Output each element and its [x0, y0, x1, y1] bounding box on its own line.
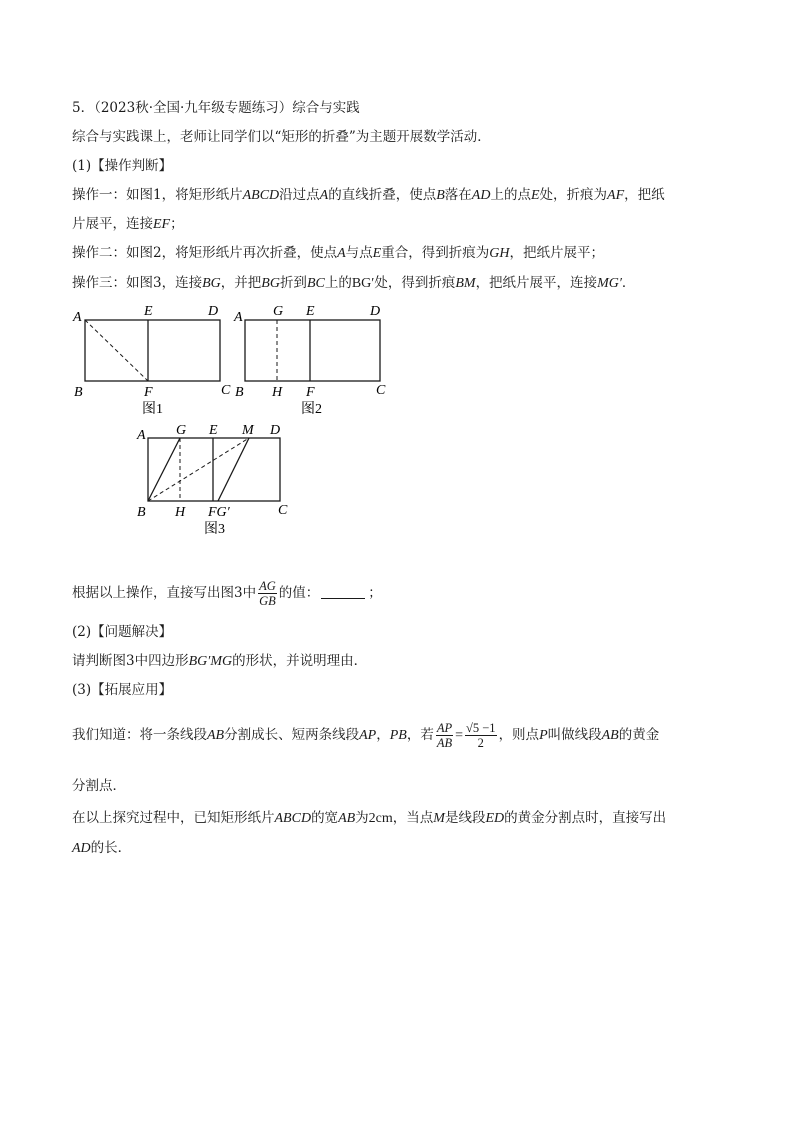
question-1-line: 根据以上操作，直接写出图3中 $\frac{AG}{GB}$ 的值： ；: [72, 579, 382, 608]
part3-definition-line2: 分割点．: [72, 778, 126, 794]
fig3-label-D: D: [270, 423, 281, 438]
fig2-label-A: A: [234, 310, 243, 325]
fig1-label-F: F: [144, 385, 153, 400]
fig1-rectangle: [85, 320, 220, 381]
part2-title: (2)【问题解决】: [72, 624, 173, 640]
fig3-label-M: M: [242, 423, 254, 438]
intro-text: 综合与实践课上，老师让同学们以“矩形的折叠”为主题开展数学活动．: [72, 129, 491, 145]
part1-title: (1)【操作判断】: [72, 158, 173, 174]
part3-definition: 我们知道：将一条线段AB分割成长、短两条线段AP，PB，若 $\frac{AP}{AB}$ = $\frac{√5 -1}{2}$ ，则点P叫做线段AB的黄金: [72, 721, 660, 750]
fraction-AG-over-GB: $\frac{AG}{GB}$: [259, 579, 276, 608]
fig1-label-D: D: [208, 304, 219, 319]
fraction-golden-ratio: $\frac{√5 -1}{2}$: [466, 721, 496, 750]
figure-3: [130, 420, 300, 545]
fig1-fold-AF: [85, 320, 148, 381]
fig2-rectangle: [245, 320, 380, 381]
problem-number: 5．: [72, 100, 95, 116]
fig2-label-B: B: [235, 385, 244, 400]
fig3-label-G: G: [176, 423, 187, 438]
fig2-caption: 图2: [301, 402, 322, 417]
fig3-label-H: H: [175, 505, 186, 520]
fig3-label-FGp: FG′: [208, 505, 230, 520]
part3-question: 在以上探究过程中，已知矩形纸片ABCD的宽AB为2cm，当点M是线段ED的黄金分割点时，直接写出: [72, 810, 667, 826]
part2-question: 请判断图3中四边形BG′MG的形状，并说明理由．: [72, 653, 368, 669]
operation-2: 操作二：如图2，将矩形纸片再次折叠，使点A与点E重合，得到折痕为GH，把纸片展平；: [72, 245, 604, 261]
fig3-label-B: B: [137, 505, 146, 520]
figure-2: [230, 300, 400, 420]
fig2-label-F: F: [306, 385, 315, 400]
answer-blank: [321, 597, 365, 599]
fig3-label-C: C: [278, 503, 288, 518]
fig1-label-E: E: [144, 304, 153, 319]
problem-header: [72, 99, 360, 117]
operation-1: 操作一：如图1，将矩形纸片ABCD沿过点A的直线折叠，使点B落在AD上的点E处，折痕为AF，把纸: [72, 187, 665, 203]
fig2-label-G: G: [273, 304, 284, 319]
operation-1-line2: 片展平，连接EF；: [72, 216, 184, 232]
fig3-label-E: E: [209, 423, 218, 438]
fig1-label-C: C: [221, 383, 231, 398]
fig2-label-D: D: [370, 304, 381, 319]
fig1-caption: 图1: [142, 402, 163, 417]
fig3-rectangle: [148, 438, 280, 501]
fig2-label-E: E: [306, 304, 315, 319]
part3-question-line2: AD的长．: [72, 840, 132, 856]
figure-1: [70, 300, 240, 420]
fig1-label-B: B: [74, 385, 83, 400]
fig1-label-A: A: [73, 310, 82, 325]
fig3-caption: 图3: [204, 522, 225, 537]
fraction-AP-over-AB: $\frac{AP}{AB}$: [436, 721, 453, 750]
problem-source: （2023秋·全国·九年级专题练习）综合与实践: [94, 100, 360, 116]
fig3-segment-BG: [148, 438, 180, 501]
fig2-label-C: C: [376, 383, 386, 398]
fig3-label-A: A: [137, 428, 146, 443]
operation-3: 操作三：如图3，连接BG，并把BG折到BC上的BG′处，得到折痕BM，把纸片展平，连接MG′．: [72, 275, 636, 291]
fig2-label-H: H: [272, 385, 283, 400]
part3-title: (3)【拓展应用】: [72, 682, 173, 698]
